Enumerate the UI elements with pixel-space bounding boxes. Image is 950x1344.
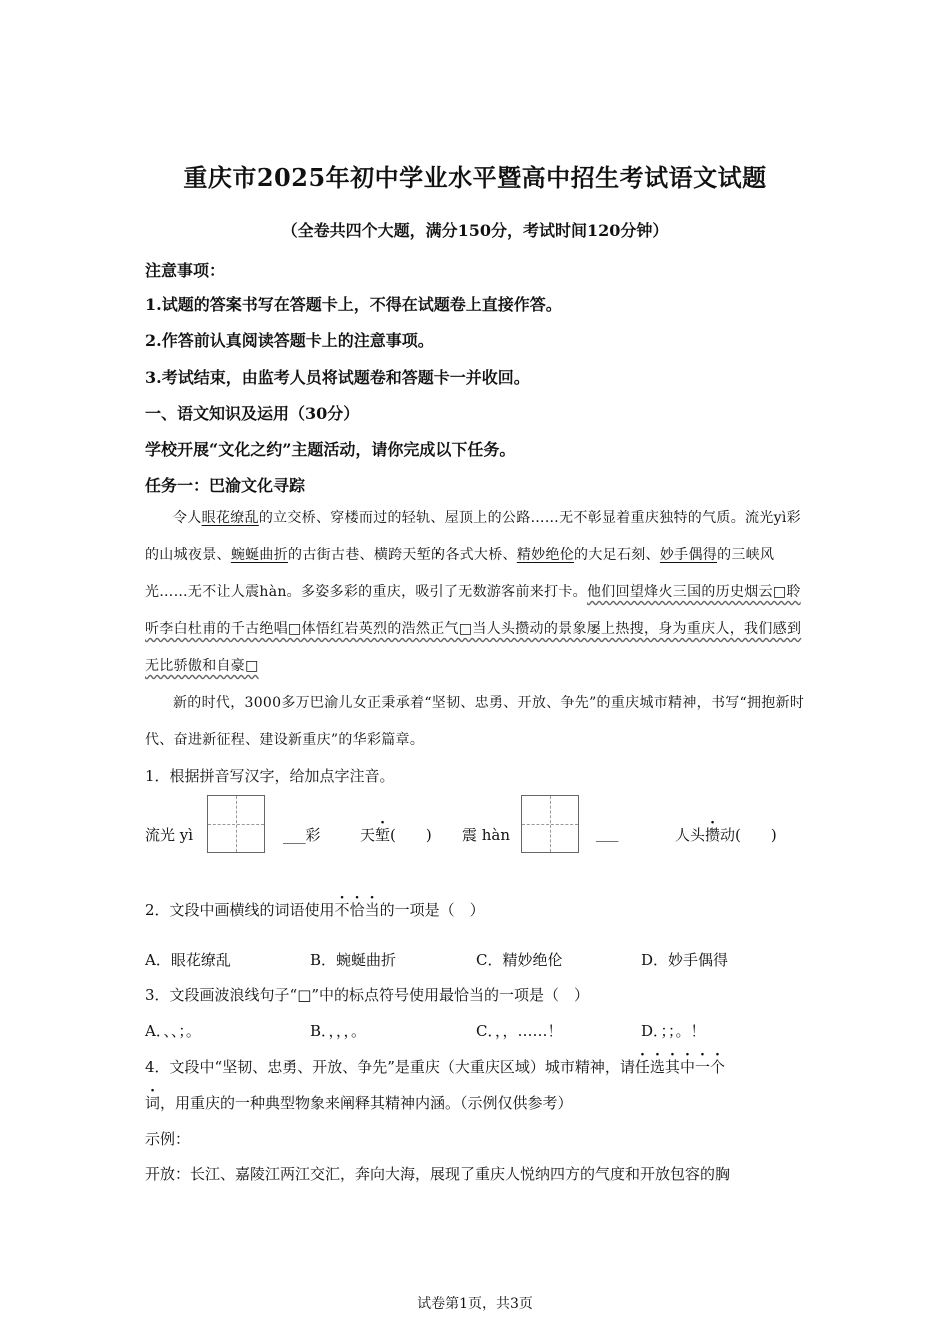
- passage-paragraph-1: 令人眼花缭乱的立交桥、穿楼而过的轻轨、屋顶上的公路……无不彰显着重庆独特的气质。流光yì彩的山城夜景、蜿蜒曲折的古街古巷、横跨天堑 ·的各式大桥、精妙绝伦的大足石刻、妙手偶得的三峡风光……无不让人震hàn。多姿多彩的重庆，吸引了无数游客前来打卡。他们回望烽火三国的历史烟云□聆听李白杜甫的千古绝唱□体悟红岩英烈的浩然正气□当人头攒动的景象屡上热搜，身为重庆人，我们感到无比骄傲和自豪□: [145, 500, 805, 685]
- q1-item-1-suffix: ___彩: [283, 826, 321, 844]
- q3-option-b: B．，，，。: [310, 1022, 367, 1040]
- underlined-word: 眼花缭乱: [201, 510, 259, 526]
- q1-item-3-prefix: 震 hàn: [462, 826, 511, 844]
- notice-heading: 注意事项：: [145, 261, 226, 280]
- q1-item-3-blank: ___: [596, 824, 619, 842]
- q3-option-d: D．；；。！: [641, 1022, 706, 1040]
- underlined-word: 精妙绝伦: [516, 547, 575, 563]
- dotted-char: 堑 ·: [417, 547, 431, 563]
- notice-item: 3.考试结束，由监考人员将试题卷和答题卡一并收回。: [145, 368, 530, 387]
- q2-option-b: B．蜿蜒曲折: [310, 951, 397, 969]
- activity-intro: 学校开展“文化之约”主题活动，请你完成以下任务。: [145, 440, 516, 459]
- q1-item-1-prefix: 流光 yì: [145, 826, 194, 844]
- notice-item: 2.作答前认真阅读答题卡上的注意事项。: [145, 331, 434, 350]
- passage-paragraph-2: 新的时代，3000多万巴渝儿女正秉承着“坚韧、忠勇、开放、争先”的重庆城市精神，书写“拥抱新时代、奋进新征程、建设新重庆”的华彩篇章。: [145, 695, 805, 748]
- q2-option-a: A．眼花缭乱: [145, 951, 231, 969]
- q2-option-d: D．妙手偶得: [641, 951, 729, 969]
- question-4-prompt-line-2: 词，用重庆的一种典型物象来阐释其精神内涵。（示例仅供参考）: [145, 1094, 573, 1112]
- q3-option-a: A．、、；。: [145, 1022, 201, 1040]
- section-heading: 一、语文知识及运用（30分）: [145, 404, 360, 423]
- question-1-prompt: 1．根据拼音写汉字，给加点字注音。: [145, 767, 395, 785]
- example-text: 开放：长江、嘉陵江两江交汇，奔向大海，展现了重庆人悦纳四方的气度和开放包容的胸: [145, 1165, 731, 1183]
- question-4-prompt-line-1: 4．文段中“坚韧、忠勇、开放、争先”是重庆（大重庆区域）城市精神，请任选其中一个: [145, 1058, 725, 1076]
- example-label: 示例：: [145, 1130, 191, 1148]
- wavy-underlined-sentence: 他们回望烽火三国的历史烟云□聆听李白杜甫的千古绝唱□体悟红岩英烈的浩然正气□当人头攒动的景象屡上热搜，身为重庆人，我们感到无比骄傲和自豪□: [145, 584, 802, 674]
- question-3-prompt: 3．文段画波浪线句子“□”中的标点符号使用最恰当的一项是（ ）: [145, 986, 590, 1004]
- q3-option-c: C．，，……！: [476, 1022, 563, 1040]
- answer-grid-box[interactable]: [207, 795, 265, 853]
- task-heading: 任务一：巴渝文化寻踪: [145, 476, 306, 495]
- q2-option-c: C．精妙绝伦: [476, 951, 563, 969]
- question-2-prompt: 2．文段中画横线的词语使用不恰当的一项是（ ）: [145, 901, 485, 919]
- exam-info: （全卷共四个大题，满分150分，考试时间120分钟）: [281, 221, 669, 240]
- underlined-word: 蜿蜒曲折: [230, 547, 289, 563]
- answer-grid-box[interactable]: [521, 795, 579, 853]
- q1-item-2: 天堑( ): [360, 826, 432, 844]
- q1-item-4: 人头攒动( ): [675, 826, 777, 844]
- underlined-word: 妙手偶得: [659, 547, 718, 563]
- notice-item: 1.试题的答案书写在答题卡上，不得在试题卷上直接作答。: [145, 295, 562, 314]
- page-footer: 试卷第1页，共3页: [417, 1296, 533, 1312]
- page-title: 重庆市2025年初中学业水平暨高中招生考试语文试题: [183, 163, 767, 192]
